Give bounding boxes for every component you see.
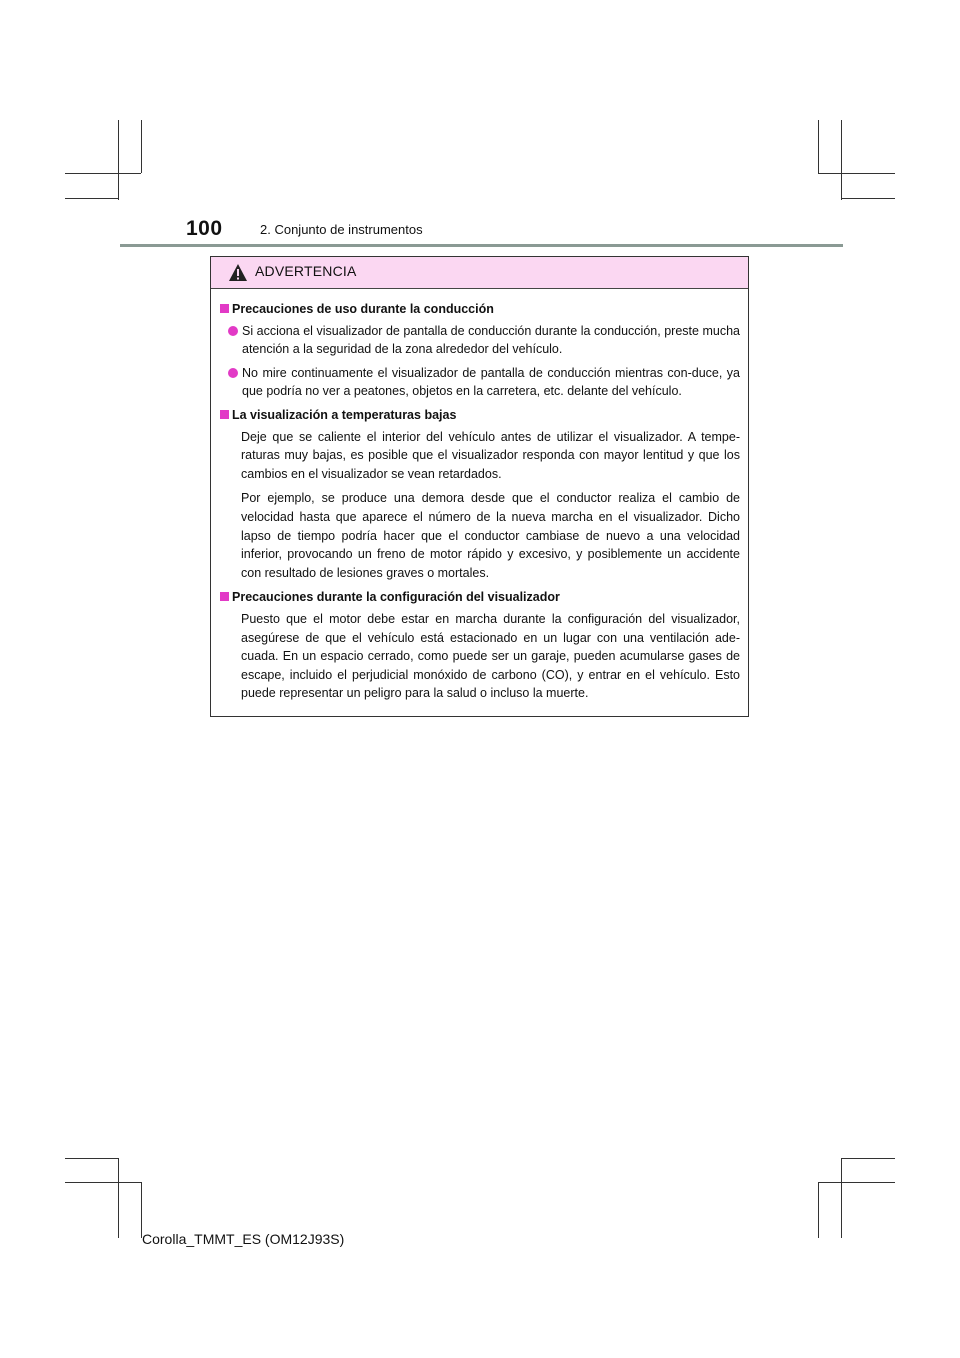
crop-mark [65, 1182, 142, 1183]
circle-bullet-icon [228, 368, 238, 378]
crop-mark [818, 173, 895, 174]
square-bullet-icon [220, 592, 229, 601]
crop-mark [818, 120, 819, 173]
crop-mark [118, 1158, 119, 1238]
crop-mark [841, 198, 895, 199]
section-heading [220, 588, 740, 607]
section-heading [220, 406, 740, 425]
warning-section [220, 588, 740, 703]
crop-mark [841, 1158, 842, 1238]
footer-doc-id: Corolla_TMMT_ES (OM12J93S) [142, 1231, 345, 1247]
crop-mark [141, 1182, 142, 1238]
crop-mark [118, 120, 119, 200]
warning-triangle-icon [228, 263, 248, 282]
paragraph: Deje que se caliente el interior del vehículo antes de utilizar el visualizador. A tempe-raturas muy bajas, es posible que el visualizador responda con mayor lentitud y que los cambios en el visualizador se vean retardados. [241, 429, 740, 481]
square-bullet-icon [220, 304, 229, 313]
crop-mark [841, 120, 842, 200]
warning-box [210, 256, 749, 717]
square-bullet-icon [220, 410, 229, 419]
section-heading [220, 300, 740, 319]
paragraph: Por ejemplo, se produce una demora desde que el conductor realiza el cambio de velocidad hasta que aparece el número de la nueva marcha en el visualizador. Dicho lapso de tiempo podría hacer que el conductor cambiase de nuevo a una velocidad inferior, provocando un freno de motor rápido y excesivo, y posiblemente un accidente con resultado de lesiones graves o mortales. [241, 491, 740, 580]
crop-mark [65, 1158, 119, 1159]
circle-bullet-icon [228, 326, 238, 336]
paragraph: Puesto que el motor debe estar en marcha durante la configuración del visualizador, asegúrese de que el vehículo está estacionado en un lugar con una ventilación ade-cuada. En un espacio cerrado, como puede ser un garaje, pueden acumularse gases de escape, incluido el perjudicial monóxido de carbono (CO), y entrar en el vehículo. Esto puede representar un peligro para la salud o incluso la muerte. [241, 611, 740, 701]
header-rule [120, 244, 843, 247]
section-heading-text: La visualización a temperaturas bajas [232, 407, 457, 422]
crop-mark [818, 1182, 895, 1183]
section-heading-text: Precauciones de uso durante la conducción [232, 302, 494, 316]
warning-title: ADVERTENCIA [255, 263, 357, 279]
bullet-text: Si acciona el visualizador de pantalla de conducción durante la conducción, preste mucha atención a la seguridad de la zona alrededor del vehículo. [242, 323, 740, 357]
warning-body [211, 289, 748, 703]
crop-mark [65, 173, 141, 174]
crop-mark [841, 1158, 895, 1159]
warning-section [220, 406, 740, 582]
crop-mark [65, 198, 119, 199]
warning-header [211, 257, 748, 289]
page-number: 100 [186, 217, 223, 240]
bullet-text: No mire continuamente el visualizador de pantalla de conducción mientras con-duce, ya que podría no ver a peatones, objetos en la carretera, etc. delante del vehículo. [242, 365, 740, 399]
crop-mark [818, 1182, 819, 1238]
section-title: 2. Conjunto de instrumentos [260, 222, 423, 237]
section-heading-text: Precauciones durante la configuración del visualizador [232, 590, 560, 605]
crop-mark [141, 120, 142, 173]
bullet-item [220, 322, 740, 359]
warning-section [220, 300, 740, 401]
bullet-item [220, 364, 740, 401]
